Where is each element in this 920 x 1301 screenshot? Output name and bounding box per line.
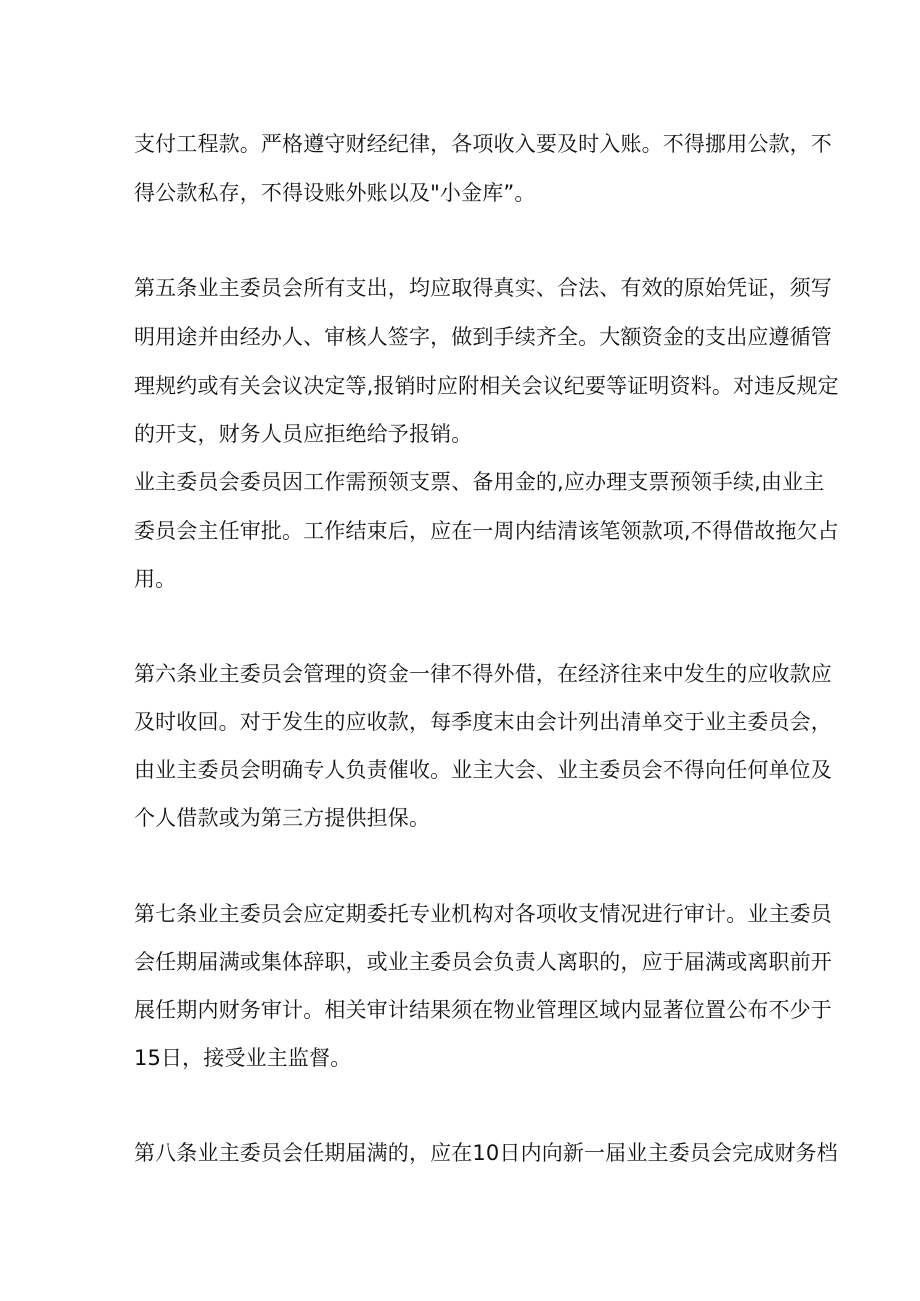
text-line: 及时收回。对于发生的应收款，每季度末由会计列出清单交于业主委员会， (134, 710, 832, 734)
text-line: 第六条业主委员会管理的资金一律不得外借，在经济往来中发生的应收款应 (134, 662, 832, 686)
text-line: 理规约或有关会议决定等,报销时应附相关会议纪要等证明资料。对违反规定 (134, 374, 839, 398)
text-line: 得公款私存，不得设账外账以及"小金库”。 (134, 181, 536, 205)
text-line: 第七条业主委员会应定期委托专业机构对各项收支情况进行审计。业主委员 (134, 902, 832, 926)
text-line: 的开支，财务人员应拒绝给予报销。 (134, 422, 473, 446)
text-line: 会任期届满或集体辞职，或业主委员会负责人离职的，应于届满或离职前开 (134, 950, 832, 974)
text-line: 用。 (134, 567, 177, 591)
text-line: 明用途并由经办人、审核人签字，做到手续齐全。大额资金的支出应遵循管 (134, 325, 832, 349)
text-line: 第五条业主委员会所有支出，均应取得真实、合法、有效的原始凭证，须写 (134, 276, 832, 300)
text-line: 支付工程款。严格遵守财经纪律，各项收入要及时入账。不得挪用公款，不 (134, 132, 832, 156)
text-line: 第八条业主委员会任期届满的，应在10日内向新一届业主委员会完成财务档 (134, 1141, 838, 1165)
text-line: 展任期内财务审计。相关审计结果须在物业管理区域内显著位置公布不少于 (134, 998, 832, 1022)
text-line: 委员会主任审批。工作结束后，应在一周内结清该笔领款项,不得借故拖欠占 (134, 519, 839, 543)
text-line: 业主委员会委员因工作需预领支票、备用金的,应办理支票预领手续,由业主 (134, 470, 825, 494)
text-line: 个人借款或为第三方提供担保。 (134, 806, 431, 830)
text-line: 15日，接受业主监督。 (134, 1046, 352, 1070)
text-line: 由业主委员会明确专人负责催收。业主大会、业主委员会不得向任何单位及 (134, 758, 832, 782)
